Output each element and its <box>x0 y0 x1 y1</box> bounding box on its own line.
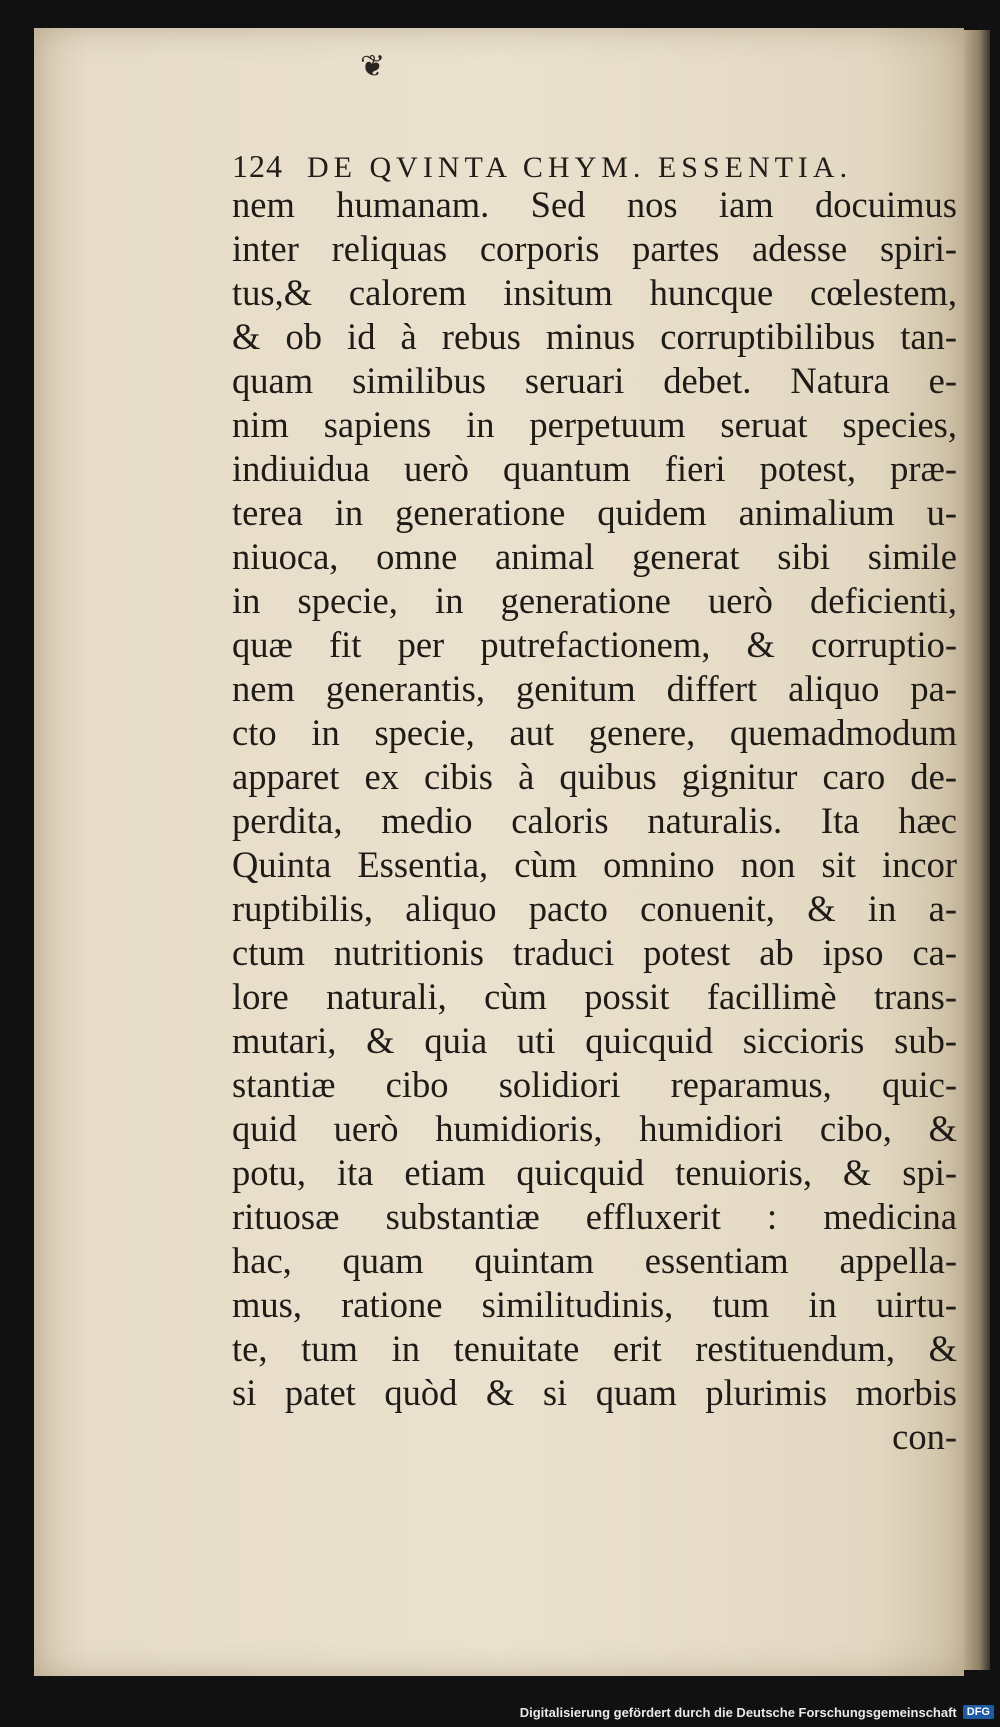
ornament-icon: ❦ <box>360 49 386 84</box>
text-line: tus,& calorem insitum huncque cœlestem, <box>232 272 957 313</box>
text-line: ruptibilis, aliquo pacto conuenit, & in a- <box>232 888 957 929</box>
footer-text: Digitalisierung gefördert durch die Deutsche Forschungsgemeinschaft <box>519 1704 957 1720</box>
text-line: terea in generatione quidem animalium u- <box>232 492 957 533</box>
text-line: & ob id à rebus minus corruptibilibus tan- <box>232 316 957 357</box>
text-line: nim sapiens in perpetuum seruat species, <box>232 404 957 445</box>
text-line: Quinta Essentia, cùm omnino non sit incor <box>232 844 957 885</box>
text-line: stantiæ cibo solidiori reparamus, quic- <box>232 1064 957 1105</box>
text-line: te, tum in tenuitate erit restituendum, & <box>232 1328 957 1369</box>
running-header <box>232 148 872 188</box>
text-line: mutari, & quia uti quicquid siccioris sub- <box>232 1020 957 1061</box>
text-line: apparet ex cibis à quibus gignitur caro de- <box>232 756 957 797</box>
text-line: in specie, in generatione uerò deficienti, <box>232 580 957 621</box>
digitization-footer <box>520 1701 994 1723</box>
text-line: niuoca, omne animal generat sibi simile <box>232 536 957 577</box>
text-line: rituosæ substantiæ effluxerit : medicina <box>232 1196 957 1237</box>
text-line: nem humanam. Sed nos iam docuimus <box>232 184 957 225</box>
text-line: perdita, medio caloris naturalis. Ita hæc <box>232 800 957 841</box>
body-text <box>232 183 957 1459</box>
text-line: cto in specie, aut genere, quemadmodum <box>232 712 957 753</box>
text-line: si patet quòd & si quam plurimis morbis <box>232 1372 957 1413</box>
text-line: mus, ratione similitudinis, tum in uirtu- <box>232 1284 957 1325</box>
text-line: quid uerò humidioris, humidiori cibo, & <box>232 1108 957 1149</box>
text-line: quæ fit per putrefactionem, & corruptio- <box>232 624 957 665</box>
text-line: inter reliquas corporis partes adesse spiri- <box>232 228 957 269</box>
text-line: quam similibus seruari debet. Natura e- <box>232 360 957 401</box>
text-line: indiuidua uerò quantum fieri potest, præ- <box>232 448 957 489</box>
catchword: con- <box>892 1416 957 1457</box>
text-line: hac, quam quintam essentiam appella- <box>232 1240 957 1281</box>
running-title: DE QVINTA CHYM. ESSENTIA. <box>307 151 853 184</box>
text-line: nem generantis, genitum differt aliquo pa- <box>232 668 957 709</box>
text-line: ctum nutritionis traduci potest ab ipso ca- <box>232 932 957 973</box>
page-edge <box>964 30 990 1670</box>
text-line: lore naturali, cùm possit facillimè trans- <box>232 976 957 1017</box>
text-line: potu, ita etiam quicquid tenuioris, & spi- <box>232 1152 957 1193</box>
dfg-logo: DFG <box>963 1705 994 1719</box>
page-number: 124 <box>232 148 283 184</box>
